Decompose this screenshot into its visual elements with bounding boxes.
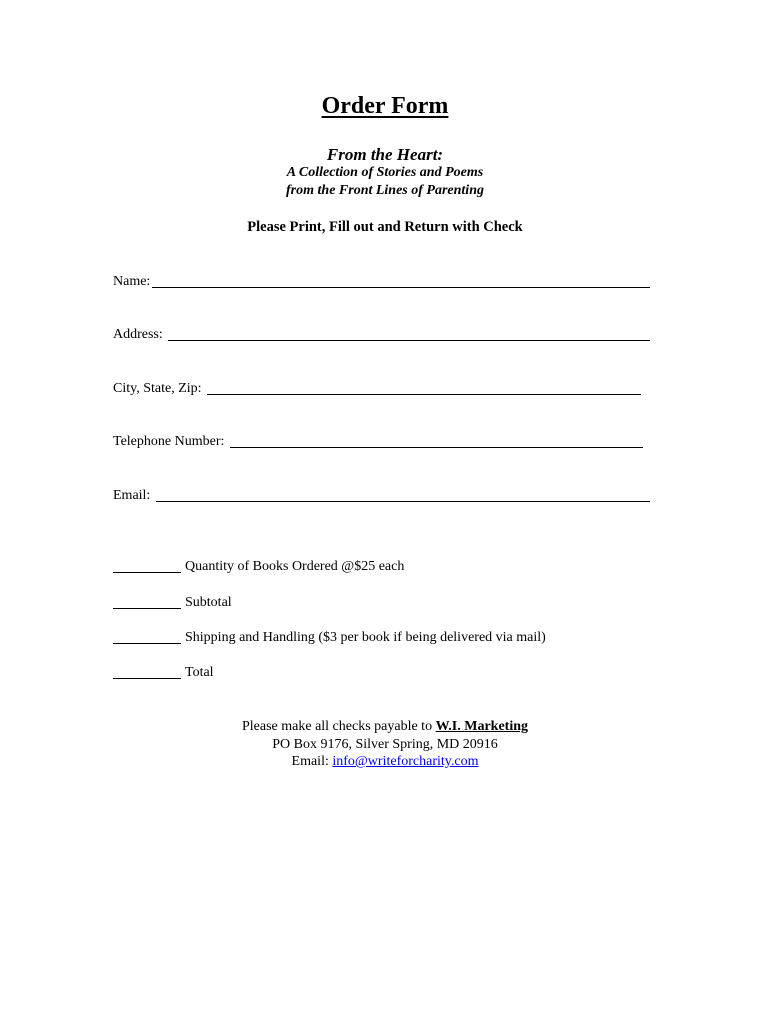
book-subtitle-line-1: A Collection of Stories and Poems [286,165,484,180]
city-state-zip-input-line[interactable] [207,394,641,395]
email-label: Email: [113,488,154,503]
address-label: Address: [113,327,167,342]
quantity-label: Quantity of Books Ordered @$25 each [185,559,405,574]
payee-name: W.I. Marketing [435,719,529,734]
payable-prefix: Please make all checks payable to [241,719,436,734]
total-label: Total [185,665,214,680]
address-field [113,324,650,344]
total-blank[interactable] [113,678,181,679]
name-field [113,271,650,291]
book-subtitle-line-2: from the Front Lines of Parenting [286,183,484,198]
contact-email-line [0,753,770,771]
subtotal-row [113,592,232,612]
name-input-line[interactable] [152,287,650,288]
page-title: Order Form [321,93,449,119]
email-prefix: Email: [291,754,333,769]
contact-email-link[interactable]: info@writeforcharity.com [332,754,479,769]
book-title: From the Heart: [326,145,444,164]
payable-line [0,718,770,736]
telephone-field [113,431,643,451]
shipping-label: Shipping and Handling ($3 per book if being delivered via mail) [185,630,546,645]
quantity-blank[interactable] [113,572,181,573]
subtotal-label: Subtotal [185,595,232,610]
email-input-line[interactable] [156,501,650,502]
name-label: Name: [113,274,151,289]
instruction-text: Please Print, Fill out and Return with Check [247,219,523,235]
mailing-address: PO Box 9176, Silver Spring, MD 20916 [272,737,498,752]
telephone-input-line[interactable] [230,447,643,448]
city-state-zip-field [113,378,641,398]
email-field [113,485,650,505]
total-row [113,662,214,682]
quantity-row [113,556,404,576]
shipping-row [113,627,546,647]
shipping-blank[interactable] [113,643,181,644]
address-input-line[interactable] [168,340,650,341]
telephone-label: Telephone Number: [113,434,228,449]
subtotal-blank[interactable] [113,608,181,609]
city-state-zip-label: City, State, Zip: [113,381,206,396]
